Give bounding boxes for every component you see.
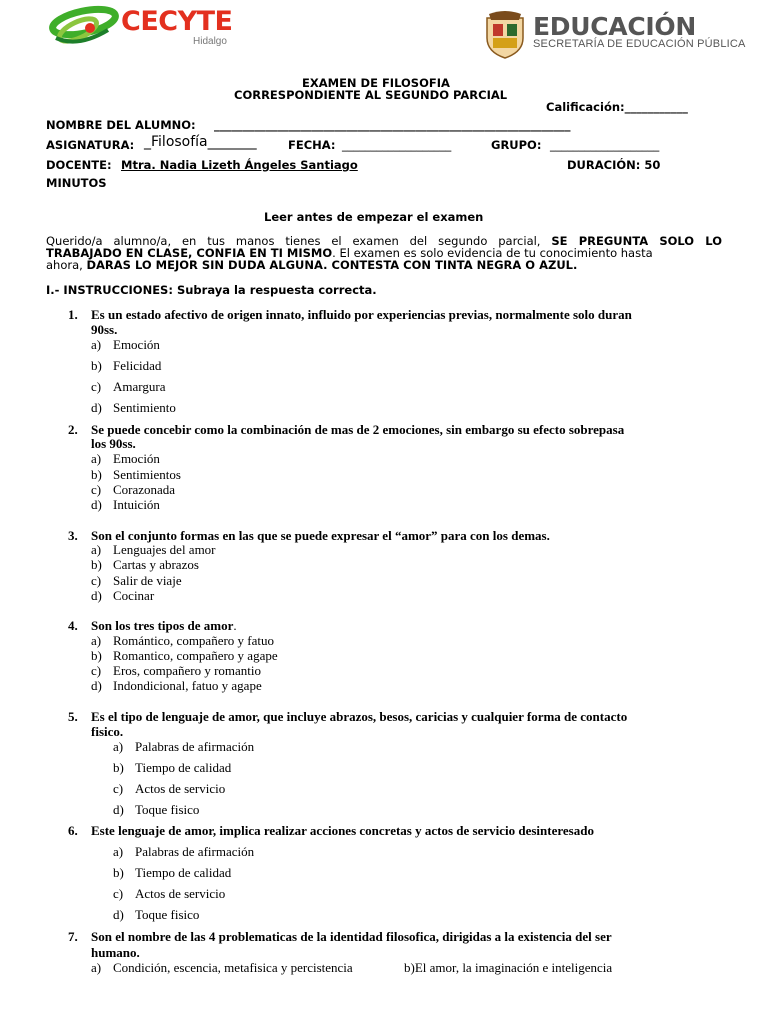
option-letter: a) [113, 739, 124, 754]
option-text[interactable]: Felicidad [113, 358, 162, 373]
option-letter: c) [113, 781, 124, 796]
asignatura-value: _Filosofía_______ [144, 134, 257, 150]
question-text: Son los tres tipos de amor. [91, 618, 237, 633]
grupo-line: ___________________ [550, 138, 660, 152]
cecyte-swirl-icon [48, 4, 128, 52]
fecha-label: FECHA: [288, 138, 336, 152]
option-letter: a) [91, 337, 102, 352]
question-text: humano. [91, 945, 140, 960]
option-text[interactable]: Sentimientos [113, 467, 181, 482]
question-number: 7. [68, 929, 78, 944]
option-letter: a) [91, 960, 102, 975]
option-letter: a) [113, 844, 124, 859]
calificacion-field: Calificación:___________ [546, 100, 688, 114]
question-number: 1. [68, 307, 78, 322]
question-text: 90ss. [91, 322, 118, 337]
education-subtitle: SECRETARÍA DE EDUCACIÓN PÚBLICA [533, 38, 746, 50]
education-title: EDUCACIÓN [533, 12, 696, 41]
option-text[interactable]: Condición, escencia, metafisica y percistencia [113, 960, 353, 975]
grupo-label: GRUPO: [491, 138, 542, 152]
option-text[interactable]: Toque fisico [135, 907, 200, 922]
docente-value: Mtra. Nadia Lizeth Ángeles Santiago [121, 158, 358, 172]
option-text[interactable]: Actos de servicio [135, 781, 226, 796]
question-number: 2. [68, 422, 78, 437]
asignatura-label: ASIGNATURA: [46, 138, 135, 152]
exam-subtitle: CORRESPONDIENTE AL SEGUNDO PARCIAL [234, 88, 508, 102]
option-text[interactable]: Emoción [113, 451, 160, 466]
option-text[interactable]: Actos de servicio [135, 886, 226, 901]
option-letter: d) [91, 678, 102, 693]
option-letter: c) [113, 886, 124, 901]
option-text[interactable]: Cocinar [113, 588, 155, 603]
option-letter: c) [91, 573, 102, 588]
option-letter: b) [91, 648, 102, 663]
option-text[interactable]: Romantico, compañero y agape [113, 648, 278, 663]
intro-text-1b: SE PREGUNTA SOLO LO [551, 234, 722, 248]
option-text[interactable]: Tiempo de calidad [135, 865, 232, 880]
intro-text-3a: ahora, [46, 258, 87, 272]
intro-heading: Leer antes de empezar el examen [264, 210, 484, 224]
instructions: I.- INSTRUCCIONES: Subraya la respuesta correcta. [46, 283, 377, 297]
intro-paragraph [46, 235, 722, 271]
intro-text-2a: TRABAJADO EN CLASE, CONFIA EN TI MISMO [46, 246, 333, 260]
option-letter: d) [91, 588, 102, 603]
option-letter: d) [113, 907, 124, 922]
question-number: 6. [68, 823, 78, 838]
option-letter: b) [113, 760, 124, 775]
intro-text-3b: DARAS LO MEJOR SIN DUDA ALGUNA. CONTESTA CON TINTA NEGRA O AZUL. [86, 258, 578, 272]
option-text[interactable]: Lenguajes del amor [113, 542, 216, 557]
option-letter: d) [113, 802, 124, 817]
question-text: Es un estado afectivo de origen innato, influido por experiencias previas, normalmente solo duran [91, 307, 632, 322]
cecyte-logo-subtext: Hidalgo [193, 36, 227, 47]
fecha-line: ___________________ [342, 138, 452, 152]
minutos-label: MINUTOS [46, 176, 107, 190]
question-number: 4. [68, 618, 78, 633]
nombre-label: NOMBRE DEL ALUMNO: [46, 118, 196, 132]
option-letter: d) [91, 497, 102, 512]
option-text[interactable]: Emoción [113, 337, 160, 352]
option-letter: b) [91, 467, 102, 482]
option-letter: d) [91, 400, 102, 415]
option-letter: c) [91, 482, 102, 497]
intro-text-1a: Querido/a alumno/a, en tus manos tienes el examen del segundo parcial, [46, 234, 552, 248]
question-text: Este lenguaje de amor, implica realizar acciones concretas y actos de servicio desinteresado [91, 823, 594, 838]
nombre-line: ______________________________________________________________ [214, 118, 571, 132]
question-text: Es el tipo de lenguaje de amor, que incluye abrazos, besos, caricias y cualquier forma de contacto [91, 709, 628, 724]
option-letter: b) [91, 557, 102, 572]
docente-label: DOCENTE: [46, 158, 112, 172]
intro-text-2b: . El examen es solo evidencia de tu conocimiento hasta [332, 246, 653, 260]
option-text[interactable]: b)El amor, la imaginación e inteligencia [404, 960, 613, 975]
question-number: 5. [68, 709, 78, 724]
option-text[interactable]: Corazonada [113, 482, 176, 497]
option-text[interactable]: Sentimiento [113, 400, 176, 415]
option-letter: c) [91, 379, 102, 394]
cecyte-logo-text: CECYTE [121, 6, 233, 37]
question-text: los 90ss. [91, 436, 136, 451]
option-text[interactable]: Palabras de afirmación [135, 844, 255, 859]
question-text: fisico. [91, 724, 124, 739]
option-letter: c) [91, 663, 102, 678]
option-text[interactable]: Romántico, compañero y fatuo [113, 633, 275, 648]
option-text[interactable]: Amargura [113, 379, 166, 394]
cecyte-logo [48, 4, 238, 52]
question-text: Se puede concebir como la combinación de mas de 2 emociones, sin embargo su efecto sobrepasa [91, 422, 625, 437]
option-text[interactable]: Salir de viaje [113, 573, 182, 588]
option-letter: a) [91, 542, 102, 557]
option-letter: b) [113, 865, 124, 880]
option-text[interactable]: Toque fisico [135, 802, 200, 817]
state-seal-icon [483, 10, 527, 60]
exam-title: EXAMEN DE FILOSOFIA [302, 76, 450, 90]
option-letter: b) [91, 358, 102, 373]
option-text[interactable]: Cartas y abrazos [113, 557, 199, 572]
option-letter: a) [91, 633, 102, 648]
option-text[interactable]: Intuición [113, 497, 160, 512]
option-letter: a) [91, 451, 102, 466]
option-text[interactable]: Indondicional, fatuo y agape [113, 678, 262, 693]
duracion-label: DURACIÓN: 50 [567, 158, 661, 172]
question-text: Son el conjunto formas en las que se puede expresar el “amor” para con los demas. [91, 528, 550, 543]
option-text[interactable]: Eros, compañero y romantio [113, 663, 262, 678]
question-text: Son el nombre de las 4 problematicas de la identidad filosofica, dirigidas a la existencia del ser [91, 929, 612, 944]
option-text[interactable]: Tiempo de calidad [135, 760, 232, 775]
option-text[interactable]: Palabras de afirmación [135, 739, 255, 754]
question-number: 3. [68, 528, 78, 543]
